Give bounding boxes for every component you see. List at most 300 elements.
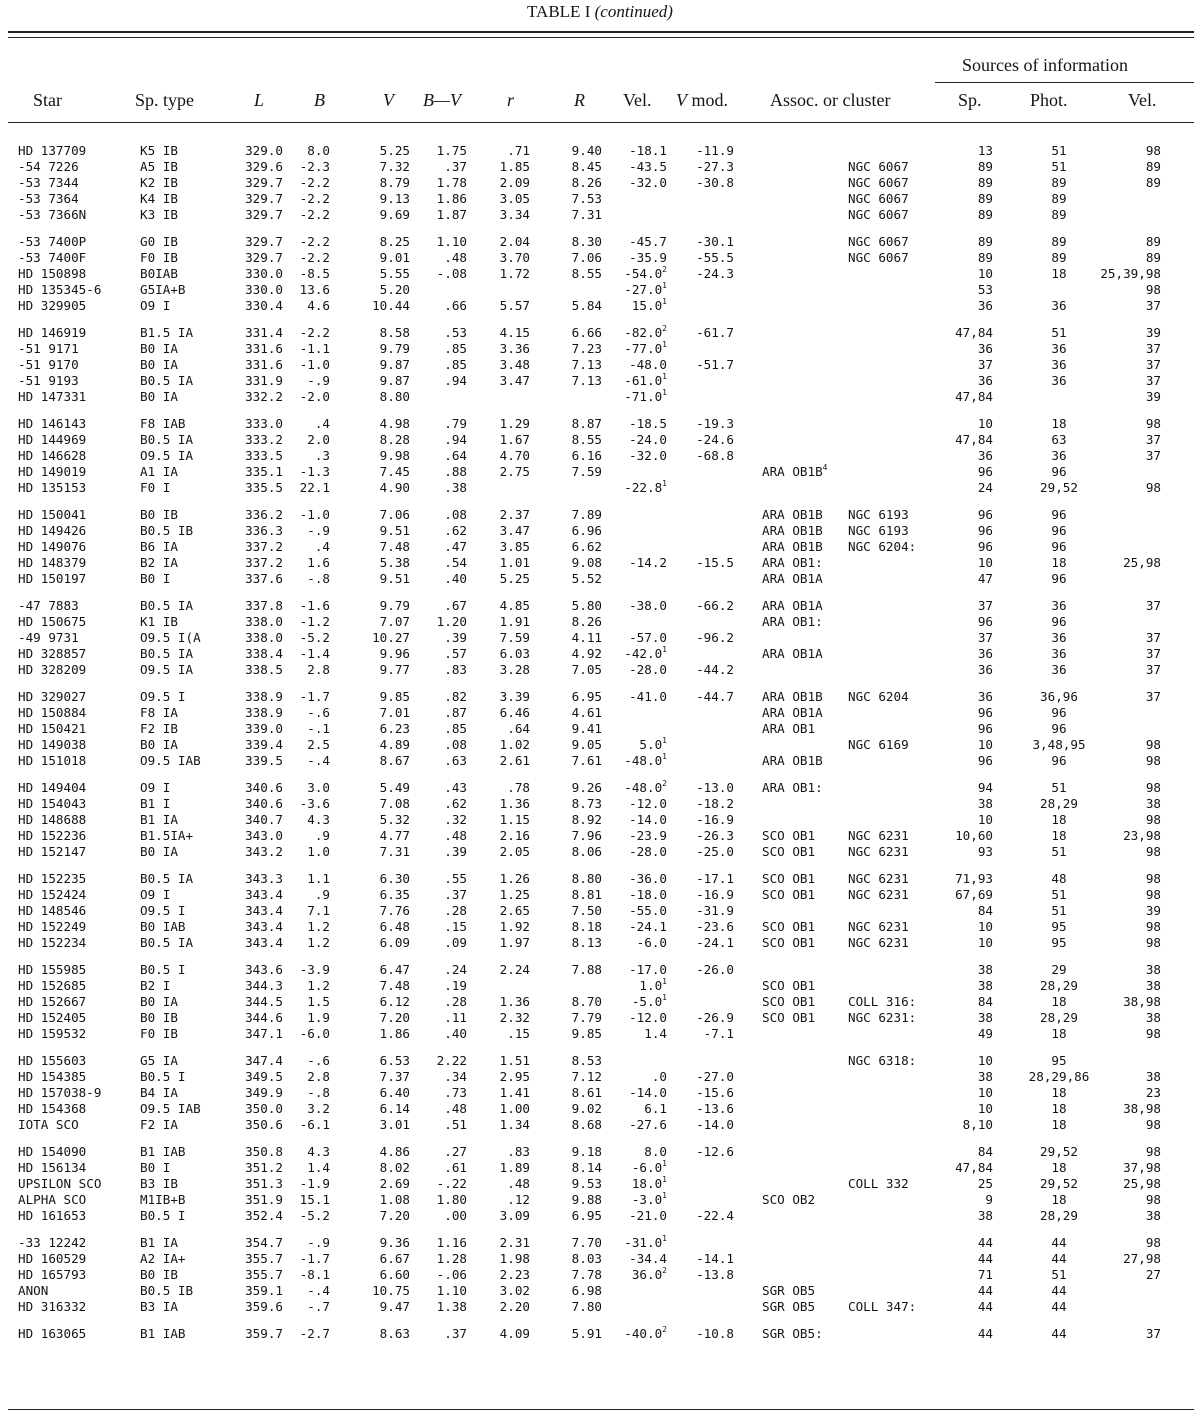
cell-r-small: 1.36 <box>499 795 530 811</box>
cell-src-phot: 51 <box>1051 324 1067 340</box>
cell-r-large: 9.85 <box>571 1026 602 1042</box>
cell-src-vel: 37 <box>1145 646 1161 662</box>
cell-src-sp: 96 <box>977 613 993 629</box>
cell-src-sp: 13 <box>977 143 993 158</box>
cell-star: HD 152147 <box>18 844 87 860</box>
table-row <box>0 175 1200 191</box>
cell-r-small: 3.28 <box>499 662 530 678</box>
cell-sptype: F0 I <box>140 480 171 496</box>
cell-star: HD 159532 <box>18 1026 87 1042</box>
table-row <box>0 978 1200 994</box>
cell-l: 343.0 <box>245 828 283 844</box>
table-row <box>0 1117 1200 1133</box>
cell-r-large: 8.26 <box>571 613 602 629</box>
cell-b: -2.3 <box>299 159 330 175</box>
cell-l: 347.4 <box>245 1052 283 1068</box>
cell-sptype: B0.5 IA <box>140 870 194 886</box>
cell-src-sp: 38 <box>977 977 993 993</box>
cell-b: 4.3 <box>307 1143 330 1159</box>
cell-src-sp: 38 <box>977 1208 993 1224</box>
cell-r-small: 3.34 <box>499 207 530 223</box>
cell-l: 339.0 <box>245 721 283 736</box>
cell-sptype: B0 IA <box>140 844 178 860</box>
cell-bv: .73 <box>444 1084 467 1100</box>
cell-r-small: 2.75 <box>499 464 530 480</box>
cell-vmod: -30.1 <box>696 233 734 249</box>
cell-star: HD 161653 <box>18 1208 87 1224</box>
cell-v: 5.49 <box>379 779 410 795</box>
cell-star: HD 152405 <box>18 1010 87 1025</box>
cell-r-large: 7.89 <box>571 506 602 522</box>
cell-v: 4.77 <box>379 828 410 844</box>
cell-src-phot: 18 <box>1051 1159 1067 1175</box>
cell-l: 337.6 <box>245 571 283 587</box>
cell-src-sp: 10 <box>977 1100 993 1116</box>
cell-bv: 1.16 <box>436 1234 467 1250</box>
cell-l: 331.6 <box>245 357 283 373</box>
table-row <box>0 935 1200 951</box>
cell-src-vel: 39 <box>1145 902 1161 918</box>
cell-v: 2.69 <box>379 1175 410 1191</box>
cell-b: -1.9 <box>299 1175 330 1191</box>
cell-src-vel: 38 <box>1145 795 1161 811</box>
cell-src-vel: 98 <box>1145 143 1161 158</box>
cell-l: 350.6 <box>245 1117 283 1133</box>
cell-star: ALPHA SCO <box>18 1191 87 1207</box>
cell-b: 1.5 <box>307 993 330 1009</box>
cell-src-sp: 96 <box>977 721 993 736</box>
table-row <box>0 207 1200 223</box>
cell-cluster: NGC 6231 <box>848 919 909 935</box>
cell-star: HD 149019 <box>18 464 87 480</box>
cell-v: 5.55 <box>379 266 410 282</box>
cell-star: HD 149038 <box>18 737 87 753</box>
cell-sptype: A2 IA+ <box>140 1250 186 1266</box>
cell-r-large: 9.02 <box>571 1100 602 1116</box>
cell-l: 338.0 <box>245 613 283 629</box>
cell-r-large: 9.05 <box>571 737 602 753</box>
cell-bv: .37 <box>444 886 467 902</box>
cell-r-small: .71 <box>507 143 530 158</box>
cell-star: HD 329027 <box>18 688 87 704</box>
cell-vel: -48.0$^2$ <box>624 778 667 795</box>
cell-vel: -24.1 <box>629 919 667 935</box>
cell-r-large: 9.26 <box>571 779 602 795</box>
cell-r-small: 2.20 <box>499 1299 530 1314</box>
cell-src-sp: 84 <box>977 1143 993 1159</box>
cell-sptype: B0.5 IA <box>140 935 194 951</box>
cell-src-sp: 36 <box>977 688 993 704</box>
cell-v: 3.01 <box>379 1117 410 1133</box>
cell-star: -53 7344 <box>18 175 79 191</box>
cell-sptype: B0.5 IB <box>140 1282 194 1298</box>
cell-r-large: 7.96 <box>571 828 602 844</box>
cell-r-small: 6.46 <box>499 704 530 720</box>
cell-src-vel: 98 <box>1145 844 1161 860</box>
cell-r-large: 9.53 <box>571 1175 602 1191</box>
cell-src-phot: 3,48,95 <box>1032 737 1086 753</box>
cell-l: 349.9 <box>245 1084 283 1100</box>
cell-v: 10.75 <box>372 1282 410 1298</box>
cell-bv: .40 <box>444 1026 467 1042</box>
cell-r-small: 1.25 <box>499 886 530 902</box>
cell-b: 3.2 <box>307 1100 330 1116</box>
cell-src-phot: 18 <box>1051 811 1067 827</box>
cell-vel: -14.2 <box>629 555 667 571</box>
table-row <box>0 480 1200 496</box>
cell-src-sp: 71 <box>977 1266 993 1282</box>
cell-v: 5.25 <box>379 143 410 158</box>
cell-star: HD 135153 <box>18 480 87 496</box>
cell-bv: .85 <box>444 341 467 357</box>
cell-vmod: -24.3 <box>696 266 734 282</box>
cell-b: 2.0 <box>307 432 330 447</box>
cell-bv: .61 <box>444 1159 467 1175</box>
cell-sptype: B0 I <box>140 571 171 587</box>
cell-vmod: -26.0 <box>696 961 734 977</box>
cell-v: 4.98 <box>379 415 410 431</box>
cell-l: 330.0 <box>245 266 283 282</box>
cell-assoc: ARA $OB1B^4$ <box>762 463 828 480</box>
cell-r-small: 3.02 <box>499 1282 530 1298</box>
cell-vel: -40.0$^2$ <box>624 1324 667 1341</box>
cell-sptype: B0.5 IA <box>140 432 194 447</box>
cell-sptype: K5 IB <box>140 143 178 158</box>
cell-star: HD 152249 <box>18 919 87 935</box>
cell-v: 6.53 <box>379 1052 410 1068</box>
table-row <box>0 1144 1200 1160</box>
cell-b: .9 <box>314 886 330 902</box>
cell-cluster: COLL 316: <box>848 993 917 1009</box>
row-group <box>0 598 1200 678</box>
cell-b: -8.1 <box>299 1266 330 1282</box>
cell-sptype: B0 IAB <box>140 919 186 935</box>
cell-l: 352.4 <box>245 1208 283 1224</box>
header-v: V <box>383 90 394 110</box>
cell-sptype: K2 IB <box>140 175 178 191</box>
cell-r-large: 8.03 <box>571 1250 602 1266</box>
cell-v: 8.58 <box>379 324 410 340</box>
cell-l: 340.6 <box>245 795 283 811</box>
cell-assoc: SCO OB2 <box>762 1191 816 1207</box>
cell-assoc: ARA OB1A <box>762 704 823 720</box>
cell-v: 9.13 <box>379 191 410 207</box>
cell-src-phot: 18 <box>1051 415 1067 431</box>
table-row <box>0 341 1200 357</box>
cell-bv: .40 <box>444 571 467 587</box>
cell-src-sp: 47,84 <box>955 324 993 340</box>
cell-b: 4.3 <box>307 811 330 827</box>
cell-sptype: B2 IA <box>140 555 178 571</box>
cell-src-phot: 51 <box>1051 159 1067 175</box>
cell-sptype: G5IA+B <box>140 282 186 298</box>
cell-vmod: -14.0 <box>696 1117 734 1133</box>
cell-vel: $1.0^1$ <box>639 976 667 993</box>
cell-src-sp: 38 <box>977 795 993 811</box>
cell-vmod: -7.1 <box>703 1026 734 1042</box>
cell-b: -2.2 <box>299 233 330 249</box>
table-row <box>0 1160 1200 1176</box>
table-row <box>0 416 1200 432</box>
cell-b: 4.6 <box>307 298 330 314</box>
cell-src-sp: 10 <box>977 1052 993 1068</box>
row-group <box>0 143 1200 223</box>
cell-src-phot: 36 <box>1051 630 1067 646</box>
cell-bv: .64 <box>444 448 467 464</box>
cell-l: 336.2 <box>245 506 283 522</box>
cell-assoc: SCO OB1 <box>762 1010 816 1025</box>
cell-b: 2.8 <box>307 662 330 678</box>
cell-vel: -23.9 <box>629 828 667 844</box>
cell-r-small: 3.70 <box>499 250 530 266</box>
cell-star: HD 147331 <box>18 389 87 405</box>
cell-r-large: 7.53 <box>571 191 602 207</box>
cell-src-phot: 44 <box>1051 1234 1067 1250</box>
cell-vel: -12.0 <box>629 795 667 811</box>
cell-r-small: 7.59 <box>499 630 530 646</box>
cell-v: 7.07 <box>379 613 410 629</box>
cell-sptype: B0 I <box>140 1159 171 1175</box>
cell-v: 7.08 <box>379 795 410 811</box>
cell-vel: -82.0$^2$ <box>624 323 667 340</box>
cell-src-sp: 44 <box>977 1299 993 1314</box>
cell-l: 338.9 <box>245 688 283 704</box>
cell-cluster: NGC 6231 <box>848 935 909 951</box>
cell-src-vel: 98 <box>1145 282 1161 298</box>
cell-b: 8.0 <box>307 143 330 158</box>
cell-b: -.6 <box>307 1052 330 1068</box>
cell-src-sp: 94 <box>977 779 993 795</box>
cell-r-small: .64 <box>507 721 530 736</box>
cell-r-large: 8.87 <box>571 415 602 431</box>
cell-sptype: B1 IA <box>140 811 178 827</box>
cell-star: -53 7364 <box>18 191 79 207</box>
cell-src-sp: 53 <box>977 282 993 298</box>
cell-vel: -28.0 <box>629 844 667 860</box>
table-row <box>0 1069 1200 1085</box>
cell-l: 329.6 <box>245 159 283 175</box>
cell-src-sp: 96 <box>977 753 993 769</box>
cell-src-vel: 98 <box>1145 480 1161 496</box>
cell-src-phot: 51 <box>1051 1266 1067 1282</box>
cell-src-phot: 18 <box>1051 1084 1067 1100</box>
cell-r-small: .48 <box>507 1175 530 1191</box>
cell-r-large: 7.13 <box>571 357 602 373</box>
cell-assoc: ARA OB1B <box>762 522 823 538</box>
cell-sptype: G0 IB <box>140 233 178 249</box>
cell-cluster: NGC 6067 <box>848 233 909 249</box>
cell-vmod: -27.0 <box>696 1068 734 1084</box>
cell-sptype: B1.5IA+ <box>140 828 194 844</box>
cell-cluster: NGC 6231 <box>848 870 909 886</box>
cell-l: 333.2 <box>245 432 283 447</box>
cell-b: -.7 <box>307 1299 330 1314</box>
cell-b: 13.6 <box>299 282 330 298</box>
cell-r-large: 9.18 <box>571 1143 602 1159</box>
cell-vmod: -15.6 <box>696 1084 734 1100</box>
table-row <box>0 282 1200 298</box>
cell-star: -33 12242 <box>18 1234 87 1250</box>
bottom-rule <box>8 1409 1194 1410</box>
cell-src-phot: 28,29 <box>1040 977 1078 993</box>
cell-sptype: O9.5 IAB <box>140 753 201 769</box>
cell-v: 4.90 <box>379 480 410 496</box>
cell-b: 1.9 <box>307 1010 330 1025</box>
cell-vel: -22.8$^1$ <box>624 479 667 496</box>
cell-r-small: 1.29 <box>499 415 530 431</box>
cell-src-phot: 29,52 <box>1040 1175 1078 1191</box>
cell-b: -.4 <box>307 1282 330 1298</box>
cell-src-phot: 18 <box>1051 1117 1067 1133</box>
cell-b: 2.5 <box>307 737 330 753</box>
cell-l: 338.4 <box>245 646 283 662</box>
cell-sptype: F0 IB <box>140 250 178 266</box>
cell-star: HD 144969 <box>18 432 87 447</box>
cell-src-vel: 98 <box>1145 1026 1161 1042</box>
cell-vel: -14.0 <box>629 811 667 827</box>
cell-vel: -61.0$^1$ <box>624 372 667 389</box>
cell-r-large: 8.73 <box>571 795 602 811</box>
cell-r-large: 4.61 <box>571 704 602 720</box>
cell-l: 350.0 <box>245 1100 283 1116</box>
cell-bv: .47 <box>444 539 467 555</box>
cell-vel: -42.0$^1$ <box>624 645 667 662</box>
cell-l: 329.0 <box>245 143 283 158</box>
row-group <box>0 1144 1200 1224</box>
cell-b: -2.7 <box>299 1325 330 1341</box>
cell-src-phot: 96 <box>1051 753 1067 769</box>
cell-sptype: A5 IB <box>140 159 178 175</box>
header-r-large: R <box>574 90 585 110</box>
cell-src-vel: 23 <box>1145 1084 1161 1100</box>
cell-assoc: ARA OB1B <box>762 506 823 522</box>
cell-vmod: -13.0 <box>696 779 734 795</box>
cell-r-small: 1.34 <box>499 1117 530 1133</box>
cell-r-small: 1.85 <box>499 159 530 175</box>
header-sources-vel: Vel. <box>1128 90 1157 110</box>
cell-vmod: -66.2 <box>696 597 734 613</box>
table-row <box>0 812 1200 828</box>
cell-vel: -12.0 <box>629 1010 667 1025</box>
header-vmod: V mod. <box>676 90 729 110</box>
cell-assoc: SCO OB1 <box>762 977 816 993</box>
cell-r-small: 5.25 <box>499 571 530 587</box>
cell-r-small: 1.67 <box>499 432 530 447</box>
cell-r-large: 6.98 <box>571 1282 602 1298</box>
top-rule-thin <box>8 37 1194 38</box>
cell-l: 338.9 <box>245 704 283 720</box>
cell-src-phot: 18 <box>1051 555 1067 571</box>
cell-src-sp: 96 <box>977 464 993 480</box>
cell-src-vel: 38,98 <box>1123 1100 1161 1116</box>
cell-src-sp: 47,84 <box>955 1159 993 1175</box>
cell-l: 333.0 <box>245 415 283 431</box>
cell-cluster: NGC 6067 <box>848 175 909 191</box>
cell-bv: .11 <box>444 1010 467 1025</box>
cell-r-large: 8.06 <box>571 844 602 860</box>
cell-star: HD 152236 <box>18 828 87 844</box>
cell-bv: 1.10 <box>436 233 467 249</box>
row-group <box>0 416 1200 496</box>
cell-l: 329.7 <box>245 250 283 266</box>
cell-r-large: 4.92 <box>571 646 602 662</box>
cell-vel: -14.0 <box>629 1084 667 1100</box>
cell-src-phot: 36 <box>1051 357 1067 373</box>
cell-src-phot: 29 <box>1051 961 1067 977</box>
cell-src-sp: 36 <box>977 298 993 314</box>
cell-r-large: 6.62 <box>571 539 602 555</box>
cell-src-vel: 38,98 <box>1123 993 1161 1009</box>
cell-star: HD 154043 <box>18 795 87 811</box>
cell-b: 1.0 <box>307 844 330 860</box>
cell-src-vel: 37 <box>1145 298 1161 314</box>
cell-src-sp: 44 <box>977 1250 993 1266</box>
cell-v: 9.96 <box>379 646 410 662</box>
cell-src-phot: 18 <box>1051 1026 1067 1042</box>
cell-src-vel: 98 <box>1145 870 1161 886</box>
cell-src-phot: 18 <box>1051 993 1067 1009</box>
cell-bv: .39 <box>444 844 467 860</box>
row-group <box>0 871 1200 951</box>
cell-star: HD 149404 <box>18 779 87 795</box>
cell-src-phot: 18 <box>1051 1100 1067 1116</box>
cell-l: 335.5 <box>245 480 283 496</box>
cell-star: -51 9193 <box>18 373 79 389</box>
cell-v: 8.79 <box>379 175 410 191</box>
table-row <box>0 325 1200 341</box>
cell-r-large: 8.80 <box>571 870 602 886</box>
cell-r-large: 8.68 <box>571 1117 602 1133</box>
cell-r-small: 1.36 <box>499 993 530 1009</box>
cell-v: 6.09 <box>379 935 410 951</box>
cell-src-phot: 18 <box>1051 828 1067 844</box>
cell-src-phot: 36 <box>1051 341 1067 357</box>
table-row <box>0 630 1200 646</box>
cell-vel: -32.0 <box>629 448 667 464</box>
cell-v: 9.79 <box>379 341 410 357</box>
cell-src-phot: 96 <box>1051 506 1067 522</box>
cell-bv: .54 <box>444 555 467 571</box>
cell-vel: -48.0 <box>629 357 667 373</box>
cell-src-sp: 37 <box>977 597 993 613</box>
cell-r-small: 4.85 <box>499 597 530 613</box>
top-rule-thick <box>8 31 1194 33</box>
cell-bv: .57 <box>444 646 467 662</box>
cell-src-vel: 37 <box>1145 688 1161 704</box>
cell-cluster: NGC 6067 <box>848 159 909 175</box>
cell-src-vel: 39 <box>1145 389 1161 405</box>
table-row <box>0 614 1200 630</box>
cell-src-vel: 25,98 <box>1123 555 1161 571</box>
cell-src-vel: 89 <box>1145 175 1161 191</box>
cell-sptype: M1IB+B <box>140 1191 186 1207</box>
cell-bv: .85 <box>444 357 467 373</box>
cell-b: -.8 <box>307 1084 330 1100</box>
cell-r-large: 5.52 <box>571 571 602 587</box>
cell-sptype: A1 IA <box>140 464 178 480</box>
cell-sptype: B0.5 I <box>140 1068 186 1084</box>
cell-l: 330.0 <box>245 282 283 298</box>
cell-l: 336.3 <box>245 522 283 538</box>
cell-src-vel: 98 <box>1145 1234 1161 1250</box>
cell-bv: .79 <box>444 415 467 431</box>
cell-l: 338.0 <box>245 630 283 646</box>
cell-src-sp: 96 <box>977 522 993 538</box>
cell-star: HD 148688 <box>18 811 87 827</box>
cell-star: HD 328857 <box>18 646 87 662</box>
cell-star: UPSILON SCO <box>18 1175 102 1191</box>
cell-r-small: 1.02 <box>499 737 530 753</box>
